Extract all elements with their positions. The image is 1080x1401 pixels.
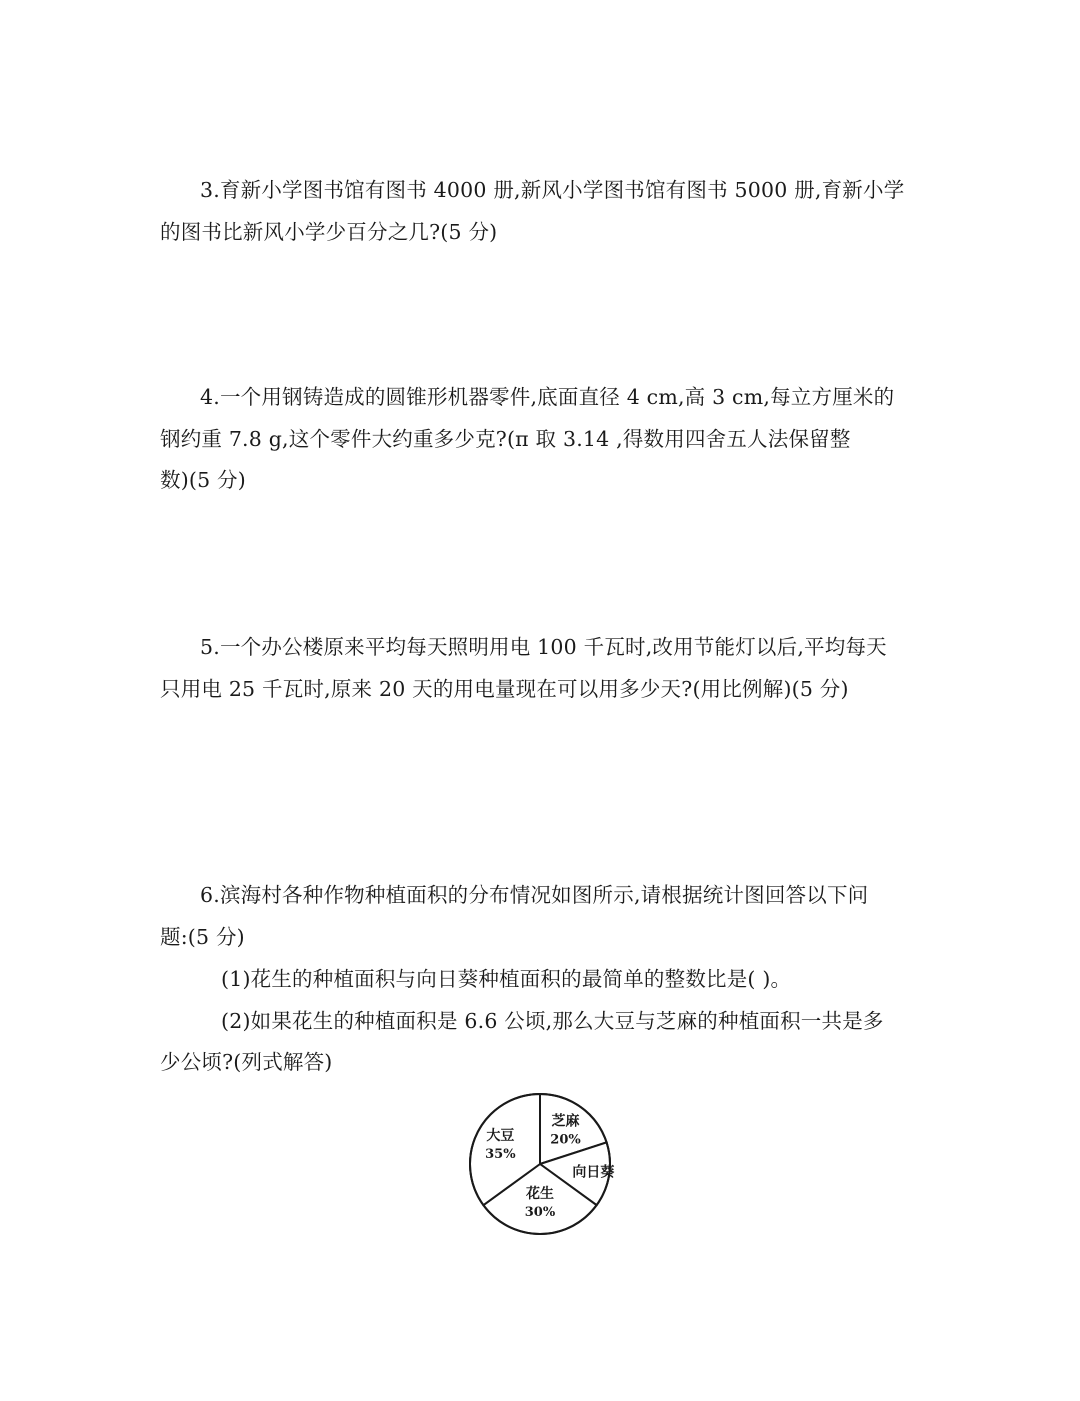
question-6-sub-2-line-1: (2)如果花生的种植面积是 6.6 公顷,那么大豆与芝麻的种植面积一共是多 (221, 1009, 884, 1033)
question-6-sub-1: (1)花生的种植面积与向日葵种植面积的最简单的整数比是( )。 (221, 967, 792, 991)
question-6-line-1: 6.滨海村各种作物种植面积的分布情况如图所示,请根据统计图回答以下问 (200, 883, 869, 907)
question-5-line-1: 5.一个办公楼原来平均每天照明用电 100 千瓦时,改用节能灯以后,平均每天 (200, 635, 887, 659)
pie-percent-sesame: 20% (550, 1132, 581, 1148)
crop-area-pie-chart (466, 1090, 614, 1238)
question-6-sub-2-line-2: 少公顷?(列式解答) (160, 1050, 333, 1074)
pie-chart-svg (466, 1090, 614, 1238)
question-3-line-1: 3.育新小学图书馆有图书 4000 册,新风小学图书馆有图书 5000 册,育新小学 (200, 178, 905, 202)
pie-label-sunflower: 向日葵 (572, 1164, 615, 1181)
question-5-line-2: 只用电 25 千瓦时,原来 20 天的用电量现在可以用多少天?(用比例解)(5 分) (160, 677, 849, 701)
question-4-line-3: 数)(5 分) (160, 468, 246, 492)
question-4-line-1: 4.一个用钢铸造成的圆锥形机器零件,底面直径 4 cm,高 3 cm,每立方厘米的 (200, 385, 895, 409)
pie-label-peanut: 花生 (526, 1186, 554, 1202)
pie-label-sesame: 芝麻 (551, 1113, 580, 1130)
pie-percent-soybean: 35% (485, 1146, 516, 1162)
pie-label-soybean: 大豆 (486, 1127, 515, 1144)
question-3-line-2: 的图书比新风小学少百分之几?(5 分) (160, 220, 498, 244)
question-6-line-2: 题:(5 分) (160, 925, 245, 949)
question-4-line-2: 钢约重 7.8 g,这个零件大约重多少克?(π 取 3.14 ,得数用四舍五人法保留整 (160, 427, 851, 451)
pie-percent-peanut: 30% (524, 1205, 556, 1220)
